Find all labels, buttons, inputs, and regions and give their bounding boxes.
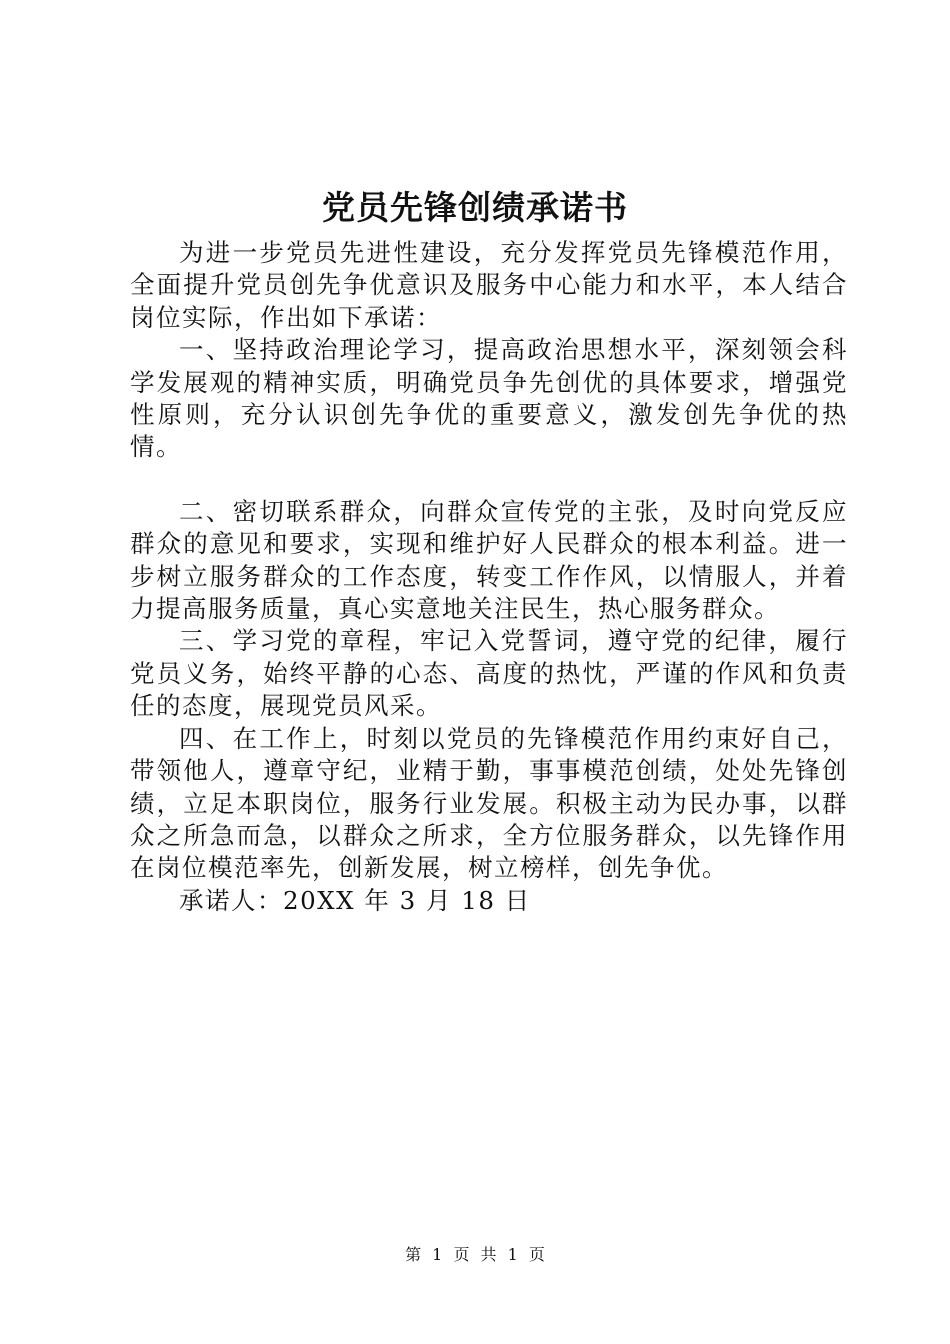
commitment-paragraph-3: 三、学习党的章程，牢记入党誓词，遵守党的纪律，履行党员义务，始终平静的心态、高度的热忱，严谨的作风和负责任的态度，展现党员风采。 [130, 626, 848, 721]
intro-paragraph: 为进一步党员先进性建设，充分发挥党员先锋模范作用，全面提升党员创先争优意识及服务中心能力和水平，本人结合岗位实际，作出如下承诺： [130, 238, 848, 332]
document-title: 党员先锋创绩承诺书 [322, 188, 628, 227]
signature-date-line: 承诺人：20XX 年 3 月 18 日 [179, 885, 531, 915]
document-body [130, 237, 848, 917]
page-number-footer: 第 1 页 共 1 页 [405, 1245, 545, 1264]
commitment-paragraph-4: 四、在工作上，时刻以党员的先锋模范作用约束好自己，带领他人，遵章守纪，业精于勤，事事模范创绩，处处先锋创绩，立足本职岗位，服务行业发展。积极主动为民办事，以群众之所急而急，以群众之所求，全方位服务群众，以先锋作用在岗位模范率先，创新发展，树立榜样，创先争优。 [130, 723, 848, 883]
commitment-paragraph-2: 二、密切联系群众，向群众宣传党的主张，及时向党反应群众的意见和要求，实现和维护好人民群众的根本利益。进一步树立服务群众的工作态度，转变工作作风，以情服人，并着力提高服务质量，真心实意地关注民生，热心服务群众。 [130, 496, 848, 624]
commitment-paragraph-1: 一、坚持政治理论学习，提高政治思想水平，深刻领会科学发展观的精神实质，明确党员争先创优的具体要求，增强党性原则，充分认识创先争优的重要意义，激发创先争优的热情。 [130, 335, 848, 462]
